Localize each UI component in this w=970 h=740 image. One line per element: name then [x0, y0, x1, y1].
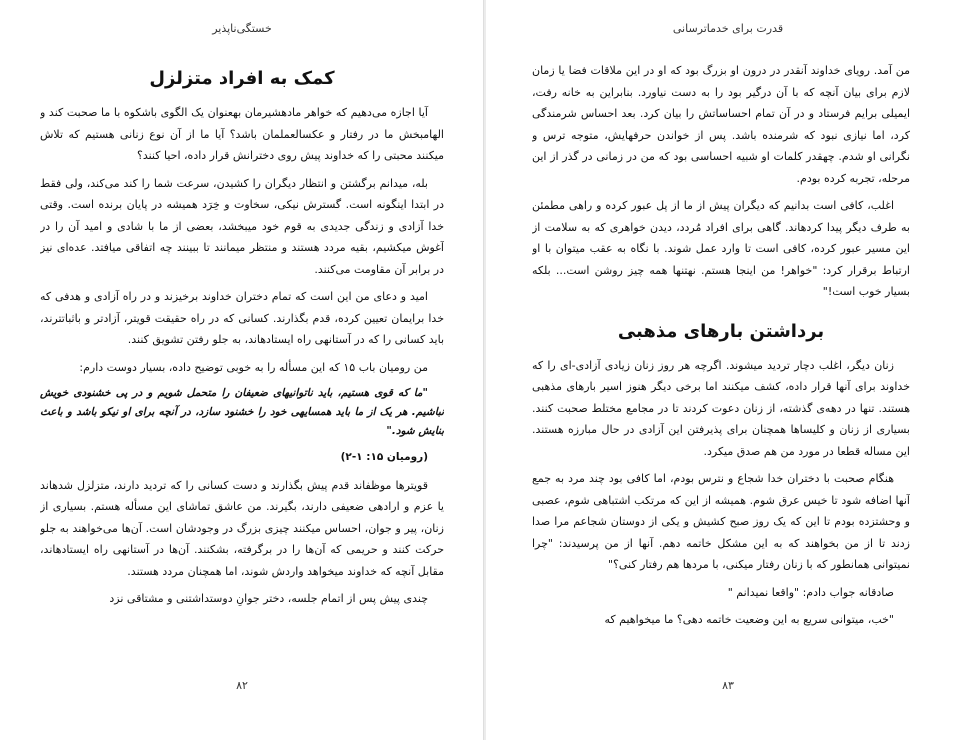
- paragraph: امید و دعای من این است که تمام دختران خداوند برخیزند و در راه آزادی و هدفی که خدا برایمان تعیین کرده، قدم بگذارند. کسانی که در راه حقیقت قویتر، آزادتر و باثباتترند، باید کسانی را که در آستانهی راه ایستادهاند، به جلو رفتن تشویق کنند.: [40, 290, 444, 346]
- scripture-reference: (رومیان ۱۵: ۱-۲): [340, 451, 428, 463]
- paragraph: قویترها موظفاند قدم پیش بگذارند و دست کسانی را که تردید دارند، متزلزل شدهاند یا عزم و ارادهی ضعیفی دارند، بگیرند. من عاشق تماشای این مسأله هستم. بسیاری از زنان، پیر و جوان، احساس میکنند چیزی بزرگ در وجودشان است. آن‌ها می‌خواهند به جلو حرکت کنند و حریمی که آن‌ها را در برگرفته، بشکنند. آن‌ها در آستانهی راه ایستادهاند، مقابل آنچه که خداوند میخواهد واردش شوند، اما همچنان مردد هستند.: [40, 478, 444, 578]
- paragraph: من آمد. رویای خداوند آنقدر در درون او بزرگ بود که او در این ملاقات فضا یا زمان لازم برای بیان آنچه که با آن درگیر بود را به دست نیاورد. بنابراین به خانه رفت، ایمیلی برایم فرستاد و در آن تمام احساساتش را بیان کرد. بعد احساس شرمندگی کرد، اما نیازی نبود که شرمنده باشد. پس از خواندن حرفهایش، متوجه ترس و نگرانی او شدم. چهقدر کلمات او شبیه احساسی بود که من در زمانی در گذر از این مرحله، تجربه کرده بودم.: [532, 64, 910, 185]
- right-page: [486, 0, 970, 740]
- paragraph: "خب، میتوانی سریع به این وضعیت خاتمه دهی؟ ما میخواهیم که: [604, 613, 894, 626]
- paragraph: چندی پیش پس از اتمام جلسه، دختر جوانِ دوستداشتنی و مشتاقی نزد: [109, 592, 428, 605]
- section-title: برداشتن بارهای مذهبی: [617, 320, 825, 342]
- paragraph: من رومیان باب ۱۵ که این مسأله را به خوبی توضیح داده، بسیار دوست دارم:: [79, 360, 428, 374]
- paragraph: زنان دیگر، اغلب دچار تردید میشوند. اگرچه هر روز زنان زیادی آزادی-ای را که خداوند برای آنها قرار داده، کشف میکنند اما برخی دیگر هنوز اسیر بارهای مذهبی هستند. تنها در دهه‌ی گذشته، از زنان دعوت کردند تا در مجامع مختلط صحبت کنند. بسیاری از زنان و کلیساها همچنان برای پذیرفتن این آزادی در حال مبارزه هستند. این مساله قطعا در مورد من هم صدق میکرد.: [532, 358, 910, 458]
- section-title: کمک به افراد متزلزل: [149, 68, 335, 89]
- running-header: خستگی‌ناپذیر: [212, 22, 272, 35]
- scripture-quote: "ما که قوی هستیم، باید ناتوانیهای ضعیفان را متحمل شویم و در پی خشنودی خویش نباشیم. هر یک از ما باید همسایهی خود را خشنود سازد، در آنچه برای او نیکو باشد و باعث بنایش شود.": [40, 387, 444, 437]
- page-body: [532, 60, 910, 664]
- paragraph: آیا اجازه می‌دهیم که خواهر مادهشیرمان بهعنوان یک الگوی باشکوه با ما صحبت کند و الهامبخش ما در رفتار و عکسالعملمان باشد؟ آیا ما از آن نوع زنانی هستیم که تلاش میکنند محبتی را که خداوند پیش روی دخترانش قرار داده، احیا کنند؟: [40, 106, 444, 162]
- paragraph: اغلب، کافی است بدانیم که دیگران پیش از ما از پل عبور کرده و راهی مطمئن به طرف دیگر پیدا کردهاند. گاهی برای افراد مُردد، دیدن خواهری که به سلامت از این مسیر عبور کرده، کافی است تا وارد عمل شوند. با نگاه به عقب میتوان با او ارتباط برقرار کرد: "خواهر! من اینجا هستم. نهتنها همه چیز روشن است... بلکه بسیار خوب است!": [532, 199, 910, 298]
- running-header: قدرت برای خدماترسانی: [672, 22, 784, 35]
- paragraph: هنگام صحبت با دختران خدا شجاع و نترس بودم، اما کافی بود چند مرد به جمع آنها اضافه شود تا خیس عرق شوم. همیشه از این که مرتکب اشتباهی شوم، عصبی و وحشتزده بودم تا این که یک روز صبح کشیش و یکی از دوستان شجاعم مرا صدا زدند تا از من بخواهند که به این مشکل خاتمه دهم. آنها از من پرسیدند: "چرا نمیتوانی همانطور که با زنان رفتار میکنی، با مردها هم رفتار کنی؟": [532, 472, 910, 571]
- paragraph: صادقانه جواب دادم: "واقعا نمیدانم ": [727, 585, 894, 599]
- left-page: [0, 0, 484, 740]
- page-body: [40, 60, 444, 664]
- paragraph: بله، میدانم برگشتن و انتظار دیگران را کشیدن، سرعت شما را کند می‌کند، ولی فقط در ابتدا اینگونه است. گسترش نیکی، سخاوت و خِرَد همیشه در پایان برنده است. وقتی خدا آزادی و زندگی جدیدی به قوم خود میبخشد، بعضی از ما با شادی و امید آن را در آغوش میکشیم، بقیه مردد هستند و منتظر میمانند تا ببینند چه اتفاقی میافتد. عده‌ای نیز در برابر آن مقاومت می‌کنند.: [40, 176, 444, 276]
- page-number: ۸۲: [236, 679, 248, 692]
- page-number: ۸۳: [722, 679, 734, 692]
